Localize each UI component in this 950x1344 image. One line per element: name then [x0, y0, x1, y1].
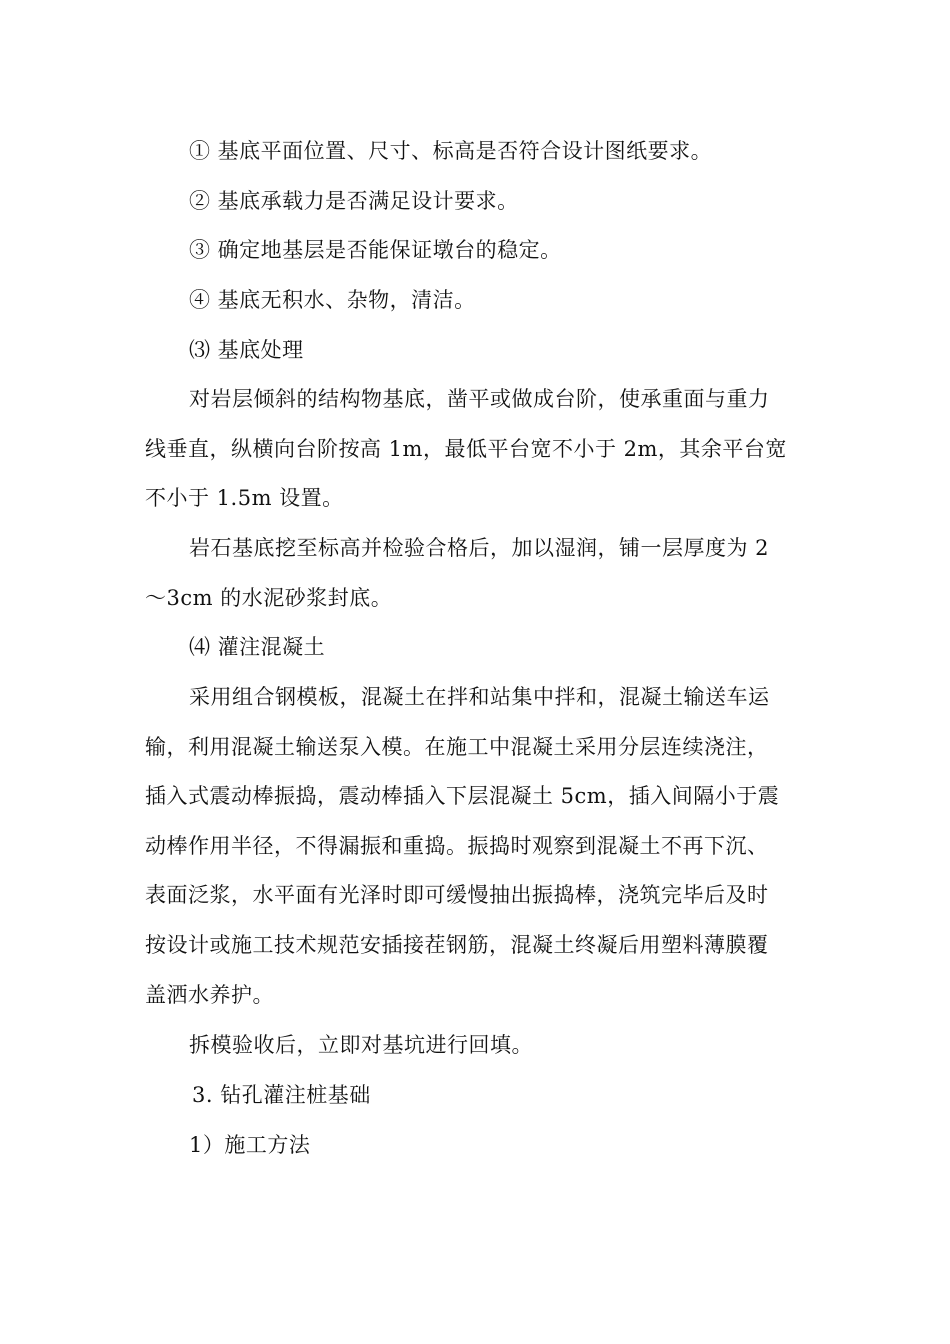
paragraph-line: 采用组合钢模板，混凝土在拌和站集中拌和，混凝土输送车运: [189, 685, 770, 709]
paragraph-line: 对岩层倾斜的结构物基底，凿平或做成台阶，使承重面与重力: [189, 387, 770, 411]
paragraph-line: 线垂直，纵横向台阶按高 1m，最低平台宽不小于 2m，其余平台宽: [145, 437, 787, 461]
paragraph-line: 表面泛浆，水平面有光泽时即可缓慢抽出振捣棒，浇筑完毕后及时: [145, 883, 769, 907]
paragraph-line: ～3cm 的水泥砂浆封底。: [145, 586, 393, 610]
paragraph-line: 动棒作用半径，不得漏振和重捣。振捣时观察到混凝土不再下沉、: [145, 834, 769, 858]
check-item-3: ③ 确定地基层是否能保证墩台的稳定。: [189, 238, 562, 262]
paragraph-line: 不小于 1.5m 设置。: [145, 486, 344, 510]
paragraph-line: 拆模验收后，立即对基坑进行回填。: [189, 1033, 533, 1057]
section-heading-foundation-treatment: ⑶ 基底处理: [189, 338, 304, 362]
section-heading-bored-pile-foundation: 3. 钻孔灌注桩基础: [192, 1083, 371, 1107]
paragraph-line: 插入式震动棒振捣，震动棒插入下层混凝土 5cm，插入间隔小于震: [145, 784, 780, 808]
paragraph-line: 输，利用混凝土输送泵入模。在施工中混凝土采用分层连续浇注，: [145, 735, 769, 759]
paragraph-line: 盖洒水养护。: [145, 983, 274, 1007]
subsection-heading-construction-method: 1）施工方法: [189, 1133, 311, 1157]
paragraph-line: 岩石基底挖至标高并检验合格后，加以湿润，铺一层厚度为 2: [189, 536, 770, 560]
check-item-2: ② 基底承载力是否满足设计要求。: [189, 189, 519, 213]
check-item-1: ① 基底平面位置、尺寸、标高是否符合设计图纸要求。: [189, 139, 713, 163]
paragraph-line: 按设计或施工技术规范安插接茬钢筋，混凝土终凝后用塑料薄膜覆: [145, 933, 769, 957]
check-item-4: ④ 基底无积水、杂物，清洁。: [189, 288, 476, 312]
section-heading-concrete-pouring: ⑷ 灌注混凝土: [189, 635, 326, 659]
